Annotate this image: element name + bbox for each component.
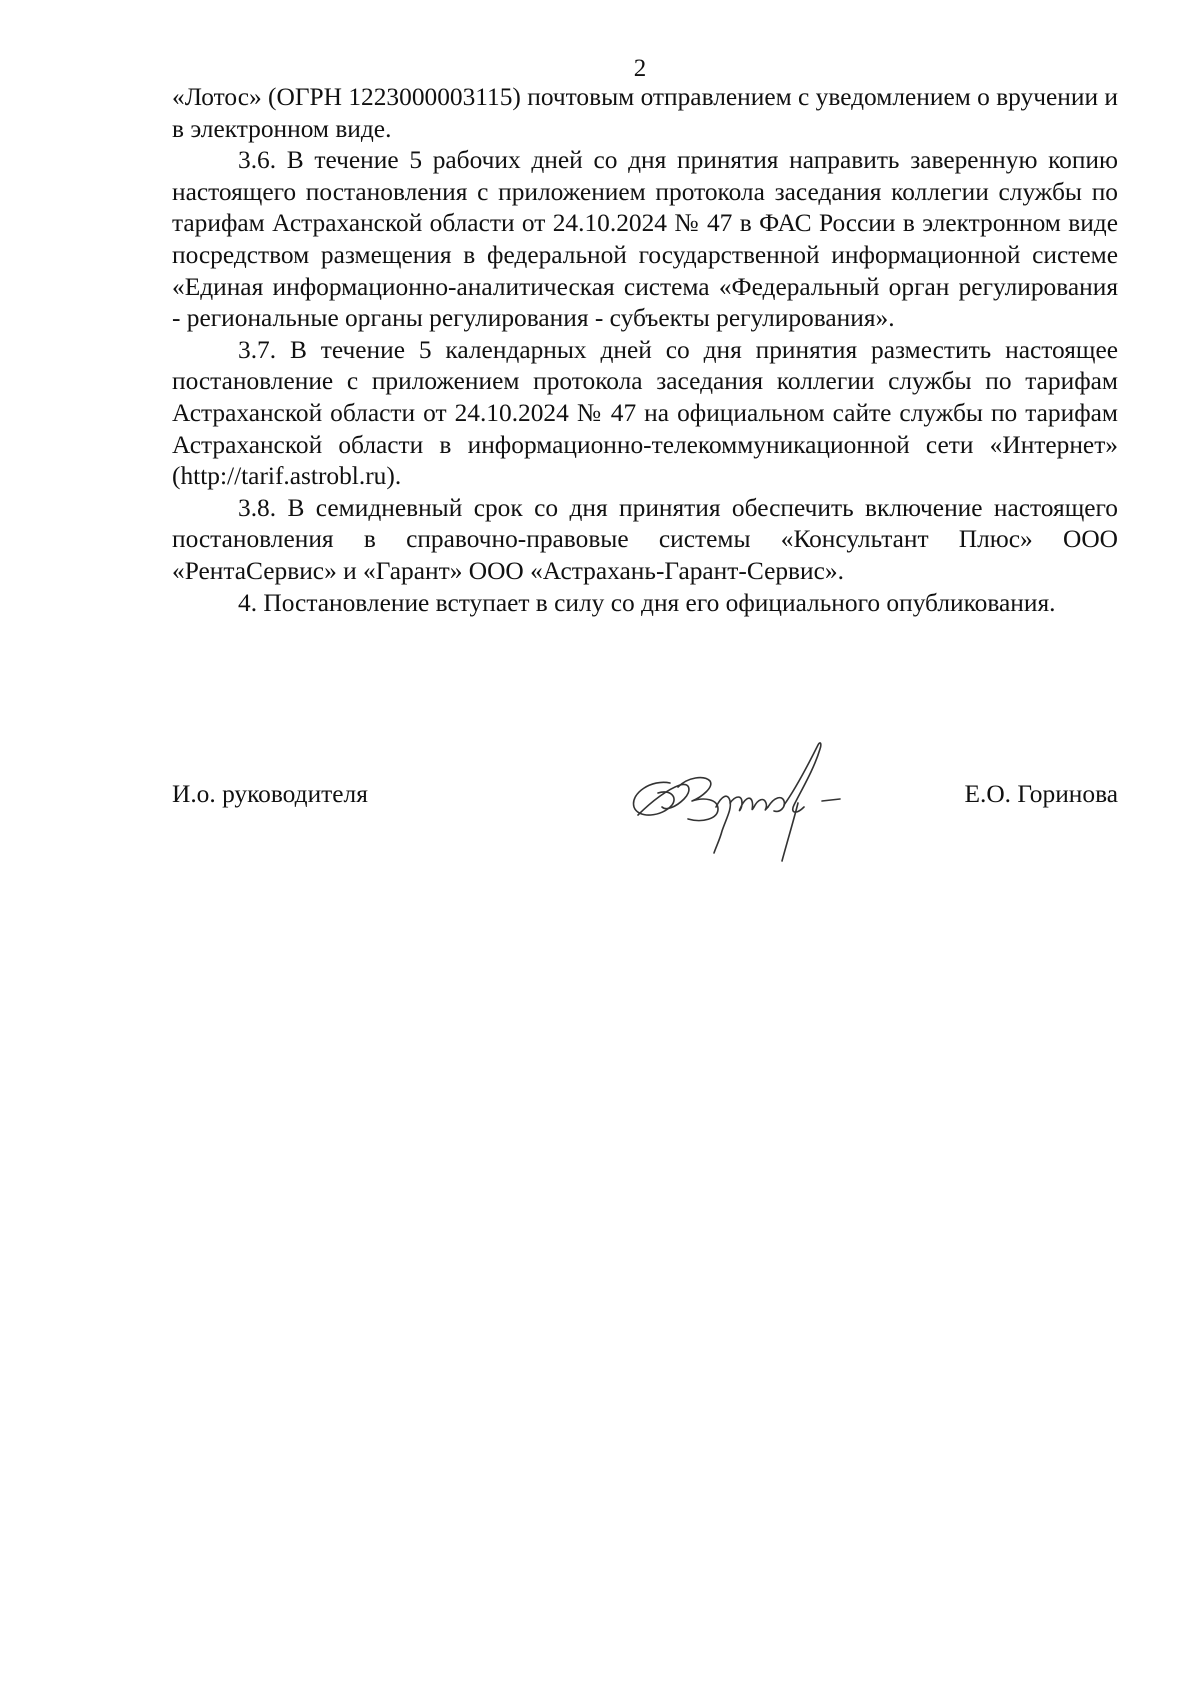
paragraph-3-7: 3.7. В течение 5 календарных дней со дня принятия разместить настоящее постановление с приложением протокола заседания коллегии службы по тарифам Астраханской области от 24.10.2024 № 47 на официальном сайте службы по тарифам Астраханской области в информационно-телекоммуникационной сети «Интернет» (http://tarif.astrobl.ru).	[172, 335, 1118, 491]
paragraph-3-6: 3.6. В течение 5 рабочих дней со дня принятия направить заверенную копию настоящего постановления с приложением протокола заседания коллегии службы по тарифам Астраханской области от 24.10.2024 № 47 в ФАС России в электронном виде посредством размещения в федеральной государственной информационной системе «Единая информационно-аналитическая система «Федеральный орган регулирования - региональные органы регулирования - субъекты регулирования».	[172, 146, 1118, 333]
signature-block	[172, 735, 1118, 865]
document-body	[172, 82, 1118, 619]
paragraph-3-8: 3.8. В семидневный срок со дня принятия обеспечить включение настоящего постановления в справочно-правовые системы «Консультант Плюс» ООО «РентаСервис» и «Гарант» ООО «Астрахань-Гарант-Сервис».	[172, 493, 1118, 585]
signatory-name: Е.О. Горинова	[964, 780, 1118, 808]
page-number: 2	[633, 55, 647, 82]
paragraph-4: 4. Постановление вступает в силу со дня его официального опубликования.	[238, 588, 1056, 617]
handwritten-signature	[618, 735, 858, 863]
paragraph-continuation: «Лотос» (ОГРН 1223000003115) почтовым отправлением с уведомлением о вручении и в электронном виде.	[172, 83, 1118, 143]
signatory-position: И.о. руководителя	[172, 780, 368, 808]
